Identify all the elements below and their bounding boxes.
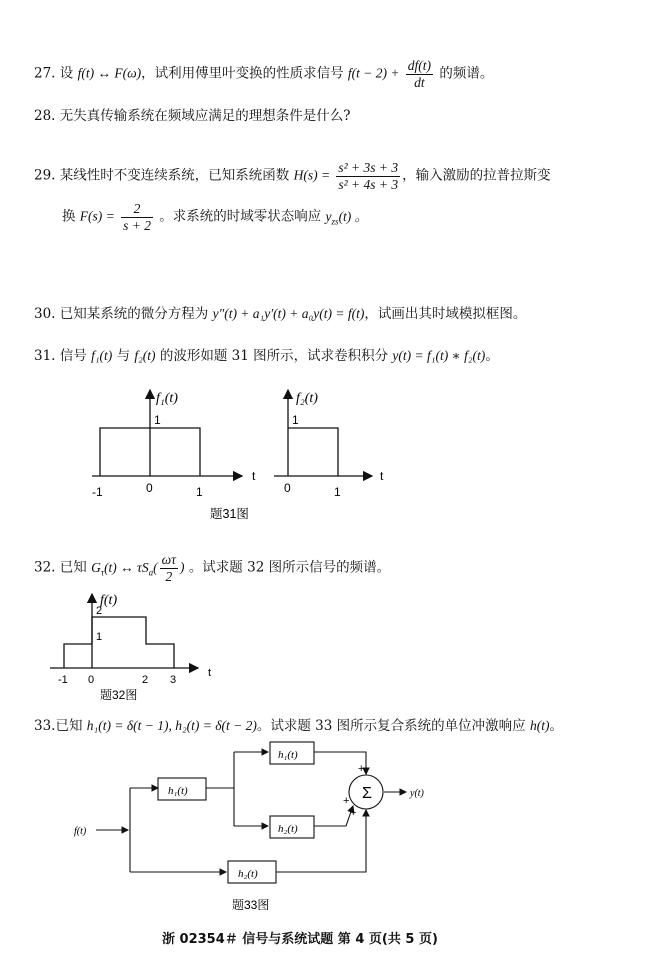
math-expression: f(t − 2) + [347,65,400,81]
sign-plus: + [358,763,365,775]
staircase-signal [64,617,174,668]
block-label: h₁(t) [168,785,188,797]
tick-label: 1 [196,485,203,499]
axis-t-label: t [252,469,256,483]
question-text: 。试求题 32 图所示信号的频谱。 [188,559,391,576]
fraction-denominator: s + 2 [123,217,151,233]
connector [314,806,353,826]
question-number: 30. [34,306,56,322]
block-label: h₂(t) [278,823,298,835]
math-fraction [336,160,400,192]
fraction-numerator: ωτ [161,552,177,567]
fraction-numerator: 2 [121,201,153,218]
question-32: 32. 已知 $G_\tau(t)$ ↔ $\tau S_a$( $\frac{\omega\tau}{2}$ ) 。试求题 32 图所示信号的频谱。 [34,552,391,584]
question-text: 换 [62,208,76,225]
axis-t-label: t [208,667,212,679]
question-text: 信号 [59,348,87,364]
question-text: 某线性时不变连续系统，已知系统函数 [59,167,290,184]
level-label: 1 [154,413,161,427]
question-text: 。求系统的时域零状态响应 [159,208,322,225]
tick-label: 0 [88,674,95,686]
question-text: 已知 [59,559,87,576]
question-text: 。 [485,348,499,364]
question-number: 27. [34,65,56,82]
question-27 [34,58,493,90]
question-text: 与 [116,348,131,364]
block-label: h₂(t) [238,868,258,880]
math-expression: $G_\tau(t)$ ↔ $\tau S_a$( [91,559,158,578]
axis-label: f₁(t) [156,391,178,406]
question-text: ，试利用傅里叶变换的性质求信号 [141,65,344,82]
question-text: 。 [549,718,563,734]
connector [276,810,366,872]
figure-caption: 题33图 [232,898,270,912]
tick-label: -1 [58,674,68,686]
question-text: 的频谱。 [439,65,494,82]
question-number: 28. [34,108,56,124]
figure-31-left-plot [92,390,256,499]
figure-caption: 题31图 [210,507,249,521]
fraction-denominator: s² + 4s + 3 [338,176,399,192]
fraction-denominator: dt [414,74,425,90]
sign-plus: + [343,795,350,807]
question-text: ，输入激励的拉普拉斯变 [402,167,551,184]
level-label: 2 [96,605,103,617]
question-number: 32. [34,559,56,576]
math-expression: y(t) = f₁(t) ∗ f₂(t) [392,348,486,363]
math-fraction [121,201,153,233]
math-expression: f(t) ↔ F(ω) [77,65,142,81]
math-expression: y″(t) + a₁y′(t) + a₀y(t) = f(t) [212,306,365,321]
math-expression: $y_{zs}(t)$ 。 [325,208,369,227]
fraction-denominator: 2 [165,568,173,584]
tick-label: 3 [170,674,177,686]
figure-31-right-plot [274,390,384,499]
fraction-numerator: s² + 3s + 3 [338,160,399,175]
question-28 [34,108,351,124]
page-footer: 浙 02354＃ 信号与系统试题 第 4 页(共 5 页) [162,932,438,947]
tick-label: 0 [146,481,153,495]
math-expression: F(s) = [79,208,115,224]
question-text: 的波形如题 31 图所示，试求卷积积分 [159,348,389,364]
math-fraction [160,552,178,584]
tick-label: -1 [92,485,103,499]
math-expression: f₁(t) [91,348,113,363]
figure-33 [0,736,665,914]
tick-label: 1 [334,485,341,499]
block-label: h₁(t) [278,749,298,761]
question-33 [34,718,563,734]
question-text: 已知 [55,718,83,734]
level-label: 1 [96,631,103,643]
question-number: 31. [34,348,56,364]
question-number: 33. [34,718,56,734]
input-label: f(t) [74,826,87,837]
axis-label: f₂(t) [296,391,318,406]
math-expression: H(s) = [293,167,331,183]
question-number: 29. [34,167,56,184]
axis-label: f(t) [100,593,118,608]
math-expression: f₂(t) [134,348,156,363]
sum-symbol: Σ [362,785,372,802]
axis-t-label: t [380,469,384,483]
fraction-numerator: df(t) [407,58,432,73]
question-text: ，试画出其时域模拟框图。 [364,306,527,322]
question-31 [34,348,499,364]
figure-caption: 题32图 [100,688,138,702]
question-text: 。试求题 33 图所示复合系统的单位冲激响应 [256,718,526,734]
question-29 [34,160,551,192]
question-30 [34,306,526,322]
math-expression: h₁(t) = δ(t − 1), h₂(t) = δ(t − 2) [86,718,257,733]
question-text: 已知某系统的微分方程为 [59,306,209,322]
question-text: 无失真传输系统在频域应满足的理想条件是什么? [59,108,351,124]
figure-31 [0,380,665,525]
figure-32 [0,586,665,708]
math-expression: h(t) [529,718,550,733]
sign-plus: + [350,807,357,819]
question-text: 设 [59,65,74,82]
output-label: y(t) [410,788,424,799]
question-29-line2 [62,201,368,233]
tick-label: 0 [284,481,291,495]
level-label: 1 [292,413,299,427]
tick-label: 2 [142,674,149,686]
math-fraction [406,58,433,90]
rect-pulse [288,428,338,476]
